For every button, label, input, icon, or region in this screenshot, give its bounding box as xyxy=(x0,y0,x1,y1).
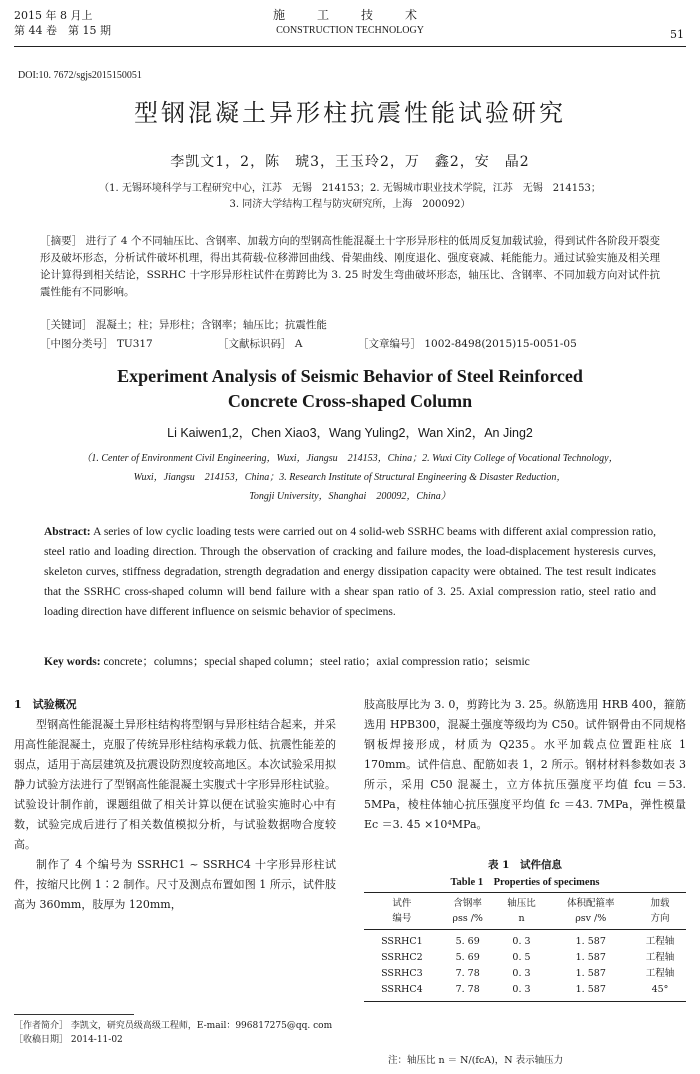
body-paragraph: 制作了 4 个编号为 SSRHC1 ~ SSRHC4 十字形异形柱试件，按缩尺比例 1∶2 制作。尺寸及测点布置如图 1 所示，试件肢高为 360mm，肢厚为 120mm， xyxy=(14,858,336,911)
body-paragraph: 型钢高性能混凝土异形柱结构将型钢与异形柱结合起来，并采用高性能混凝土，克服了传统异形柱结构承载力低、抗震性能差的弱点，适用于高层建筑及抗震设防烈度较高地区。本次试验采用拟静力试验方法进行了型钢高性能混凝土实腹式十字形异形柱试验。试验设计制作前，课题组做了相关计算以便在试验实施时心中有数，试验完成后进行了相关数值模拟分析，与试验数据吻合度较高。 xyxy=(14,718,336,851)
header-rule xyxy=(14,46,686,47)
body-paragraph: 肢高肢厚比为 3. 0，剪跨比为 3. 25。纵筋选用 HRB 400，箍筋选用 HPB300，混凝土强度等级均为 C50。试件钢骨由不同规格钢板焊接形成，材质为 Q235。水平加载点位置距柱底 1 170mm。试件信息、配筋如表 1，2 所示。钢材材料参数如表 3 所示，采用 C50 混凝土，立方体抗压强度平均值 fcu ＝53. 5MPa，棱柱体轴心抗压强度平均值 fc ＝43. 7MPa，弹性模量 Ec ＝3. 45 ×10⁴MPa。 xyxy=(364,698,686,831)
keywords-en-text: concrete；columns；special shaped column；steel ratio；axial compression ratio；seismic xyxy=(103,656,530,668)
table-cell: 5. 69 xyxy=(455,952,480,963)
table-cell: SSRHC1 xyxy=(381,936,423,947)
column-header: 试件 xyxy=(364,893,440,912)
author-bio: ［作者简介］ 李凯文，研究员级高级工程师，E-mail：996817275@qq. com xyxy=(14,1021,333,1031)
title-en xyxy=(0,364,700,414)
body-column-right xyxy=(364,695,686,835)
document-code: ［文献标识码］ A xyxy=(218,338,303,350)
abstract-cn-label: ［摘要］ xyxy=(40,235,83,247)
volume-issue: 第 44 卷 第 15 期 xyxy=(14,24,111,37)
table-cell: 1. 587 xyxy=(575,952,606,963)
column-header: 加载 xyxy=(634,893,686,912)
table-row xyxy=(364,950,686,966)
specimen-table xyxy=(364,892,686,1002)
table-cell: 1. 587 xyxy=(575,936,606,947)
table-cell: SSRHC3 xyxy=(381,968,423,979)
table-row xyxy=(364,930,686,951)
table-cell: 1. 587 xyxy=(547,982,634,1002)
table-cell: 0. 3 xyxy=(496,982,548,1002)
page-number: 51 xyxy=(670,28,684,41)
doi: DOI:10. 7672/sgjs2015150051 xyxy=(18,70,142,81)
keywords-en: Key words: concrete；columns；special shaped column；steel ratio；axial compression ratio；seismic xyxy=(44,656,530,668)
table-cell: 0. 3 xyxy=(512,968,531,979)
journal-name-en: CONSTRUCTION TECHNOLOGY xyxy=(276,25,424,36)
table-row xyxy=(364,982,686,1002)
table-cell: 5. 69 xyxy=(455,936,480,947)
affiliations-cn xyxy=(40,181,660,213)
keywords-cn-label: ［关键词］ xyxy=(40,319,93,331)
abstract-en-text: A series of low cyclic loading tests were carried out on 4 solid-web SSRHC beams with different axial compression ratio, steel ratio and loading direction. Through the observation of cracking and failure modes, the load-displacement hysteresis curves, skeleton curves, stiffness degradation, strength degradation and energy dissipation capacity were obtained. The test result indicates that the SSRHC cross-shaped column will bend failure with a shear span ratio of 3. 25. Axial compression ratio, steel ratio and loading direction have different influence on seismic behavior of specimens. xyxy=(44,526,656,618)
footnote xyxy=(14,1019,336,1047)
table-cell: 0. 3 xyxy=(512,936,531,947)
table-cell: 7. 78 xyxy=(440,982,496,1002)
title-en-line: Concrete Cross-shaped Column xyxy=(227,391,473,411)
keywords-cn-text: 混凝土；柱；异形柱；含钢率；轴压比；抗震性能 xyxy=(95,319,327,331)
table-cell: 7. 78 xyxy=(455,968,480,979)
table-caption-cn: 表 1 试件信息 xyxy=(488,859,562,871)
received-date: ［收稿日期］ 2014-11-02 xyxy=(14,1035,123,1045)
journal-name-cn: 施 工 技 术 xyxy=(272,8,427,22)
keywords-en-label: Key words xyxy=(44,656,97,668)
keywords-cn xyxy=(40,317,660,332)
issue-date: 2015 年 8 月上 xyxy=(14,9,93,22)
abstract-cn xyxy=(40,233,660,301)
table-cell: SSRHC2 xyxy=(381,952,423,963)
footnote-rule xyxy=(14,1014,134,1015)
affiliations-en xyxy=(30,449,670,506)
table-cell: SSRHC4 xyxy=(364,982,440,1002)
column-subheader: 编号 xyxy=(364,911,440,930)
column-subheader: ρss /% xyxy=(440,911,496,930)
abstract-en-label: Abstract xyxy=(44,526,87,538)
title-en-line: Experiment Analysis of Seismic Behavior of Steel Reinforced xyxy=(117,366,583,386)
affiliation-cn-line: （1. 无锡环境科学与工程研究中心，江苏 无锡 214153；2. 无锡城市职业技术学院，江苏 无锡 214153； xyxy=(99,183,601,194)
column-subheader: ρsv /% xyxy=(547,911,634,930)
section-heading: 1 试验概况 xyxy=(14,698,77,711)
table-cell: 45° xyxy=(634,982,686,1002)
abstract-en: Abstract: A series of low cyclic loading tests were carried out on 4 solid-web SSRHC beams with different axial compression ratio, steel ratio and loading direction. Through the observation of cracking and failure modes, the load-displacement hysteresis curves, skeleton curves, stiffness degradation, strength degradation and energy dissipation capacity were obtained. The test result indicates that the SSRHC cross-shaped column will bend failure with a shear span ratio of 3. 25. Axial compression ratio, steel ratio and loading direction have different influence on seismic behavior of specimens. xyxy=(44,526,656,618)
column-header: 轴压比 xyxy=(496,893,548,912)
affiliation-cn-line: 3. 同济大学结构工程与防灾研究所，上海 200092） xyxy=(229,199,471,210)
table-row xyxy=(364,966,686,982)
article-number: ［文章编号］ 1002-8498(2015)15-0051-05 xyxy=(358,338,577,350)
table-caption-en: Table 1 Properties of specimens xyxy=(450,877,600,888)
column-subheader: n xyxy=(496,911,548,930)
running-header-journal xyxy=(0,8,700,38)
authors-cn: 李凯文1，2，陈 琥3，王玉玲2，万 鑫2，安 晶2 xyxy=(170,154,530,170)
table-note: 注：轴压比 n ＝ N/(fcA)，N 表示轴压力 xyxy=(388,1055,564,1066)
table-cell: 工程轴 xyxy=(645,936,675,947)
table-cell: 工程轴 xyxy=(645,968,675,979)
table-cell: 工程轴 xyxy=(645,952,675,963)
column-subheader: 方向 xyxy=(634,911,686,930)
affiliation-en-line: Wuxi，Jiangsu 214153，China；3. Research Institute of Structural Engineering & Disaster Reduction， xyxy=(133,472,567,483)
table-cell: 0. 5 xyxy=(512,952,531,963)
column-header: 含钢率 xyxy=(440,893,496,912)
abstract-cn-text: 进行了 4 个不同轴压比、含钢率、加载方向的型钢高性能混凝土十字形异形柱的低周反复加载试验，得到试件各阶段开裂变形及破坏形态，分析试件破坏机理，得出其荷载-位移滞回曲线、骨架曲线、刚度退化、强度衰减、耗能能力。通过试验实施及相关理论计算得到相关结论，SSRHC 十字形异形柱试件在剪跨比为 3. 25 时发生弯曲破坏形态，轴压比、含钢率、不同加载方向对试件抗震性能有不同影响。 xyxy=(40,235,660,298)
body-column-left xyxy=(14,695,336,915)
affiliation-en-line: （1. Center of Environment Civil Engineering，Wuxi，Jiangsu 214153，China；2. Wuxi City College of Vocational Technology， xyxy=(81,453,619,464)
affiliation-en-line: Tongji University，Shanghai 200092，China） xyxy=(249,491,451,502)
authors-en: Li Kaiwen1,2，Chen Xiao3，Wang Yuling2，Wan Xin2，An Jing2 xyxy=(167,426,533,440)
table-cell: 1. 587 xyxy=(575,968,606,979)
title-cn: 型钢混凝土异形柱抗震性能试验研究 xyxy=(134,99,566,127)
column-header: 体积配箍率 xyxy=(547,893,634,912)
clc-code: ［中图分类号］ TU317 xyxy=(40,338,153,350)
